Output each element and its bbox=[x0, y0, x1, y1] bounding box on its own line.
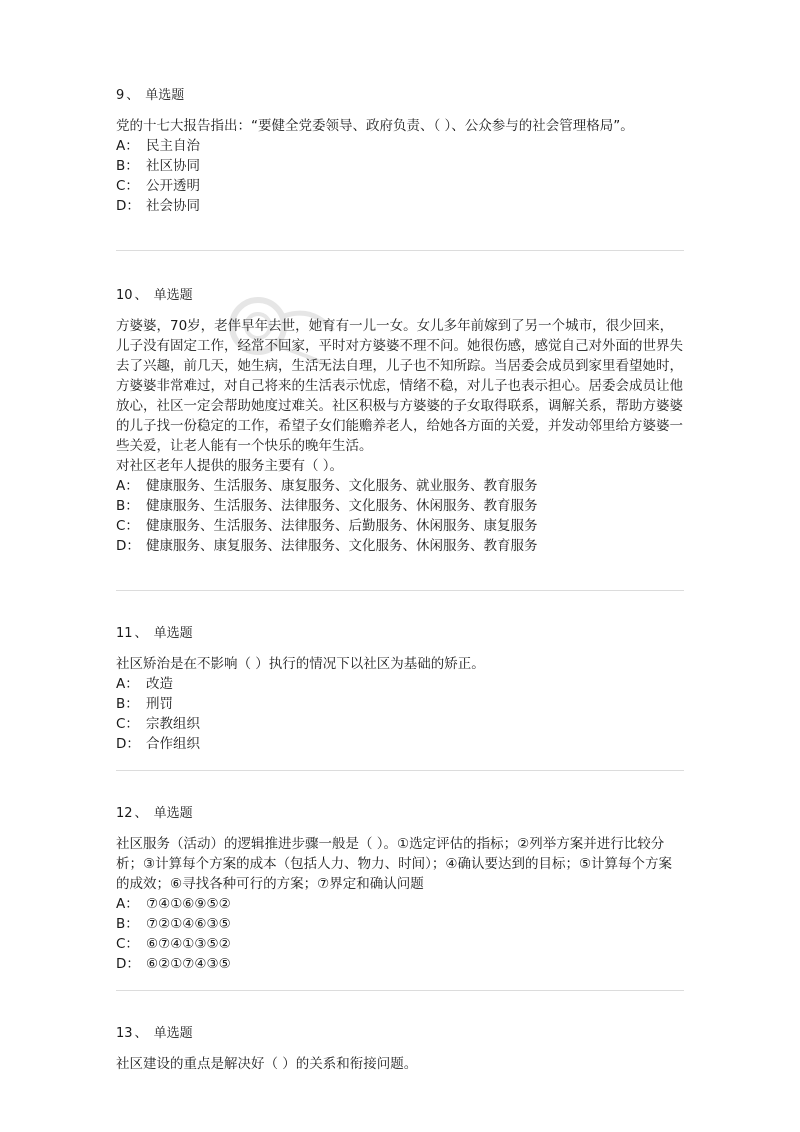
question-divider bbox=[116, 990, 684, 991]
question-13 bbox=[116, 1024, 684, 1074]
option-d[interactable] bbox=[116, 536, 684, 556]
option-key: C： bbox=[116, 518, 139, 534]
option-c[interactable] bbox=[116, 516, 684, 536]
question-number: 13 bbox=[116, 1026, 133, 1041]
question-divider bbox=[116, 250, 684, 251]
option-b[interactable] bbox=[116, 156, 684, 176]
question-number: 10 bbox=[116, 288, 133, 303]
question-separator: 、 bbox=[134, 288, 148, 303]
option-a[interactable] bbox=[116, 674, 684, 694]
option-key: A： bbox=[116, 138, 139, 154]
option-text: ⑦②①④⑥③⑤ bbox=[146, 916, 231, 932]
option-d[interactable] bbox=[116, 196, 684, 216]
question-separator: 、 bbox=[134, 806, 148, 821]
question-12 bbox=[116, 804, 684, 974]
question-header bbox=[116, 286, 684, 306]
question-type: 单选题 bbox=[153, 626, 193, 641]
option-key: A： bbox=[116, 676, 139, 692]
option-key: D： bbox=[116, 198, 140, 214]
question-stem bbox=[116, 1054, 684, 1074]
stem-paragraph: 方婆婆，70岁，老伴早年去世，她育有一儿一女。女儿多年前嫁到了另一个城市，很少回来，儿子没有固定工作，经常不回家，平时对方婆婆不理不问。她很伤感，感觉自己对外面的世界失去了兴趣，前几天，她生病，生活无法自理，儿子也不知所踪。当居委会成员到家里看望她时，方婆婆非常难过，对自己将来的生活表示忧虑，情绪不稳，对儿子也表示担心。居委会成员让他放心，社区一定会帮助她度过难关。社区积极与方婆婆的子女取得联系，调解关系，帮助方婆婆的儿子找一份稳定的工作，希望子女们能赡养老人，给她各方面的关爱，并发动邻里给方婆婆一些关爱，让老人能有一个快乐的晚年生活。 bbox=[116, 318, 683, 454]
stem-paragraph: 社区服务（活动）的逻辑推进步骤一般是（ ）。①选定评估的指标；②列举方案并进行比较分析；③计算每个方案的成本（包括人力、物力、时间）；④确认要达到的目标；⑤计算每个方案的成效；⑥寻找各种可行的方案；⑦界定和确认问题 bbox=[116, 836, 673, 892]
option-text: 健康服务、生活服务、法律服务、后勤服务、休闲服务、康复服务 bbox=[146, 518, 538, 534]
stem-paragraph: 对社区老年人提供的服务主要有（ ）。 bbox=[116, 458, 344, 474]
question-header bbox=[116, 624, 684, 644]
option-c[interactable] bbox=[116, 934, 684, 954]
option-key: C： bbox=[116, 178, 139, 194]
options-list bbox=[116, 476, 684, 556]
question-divider bbox=[116, 590, 684, 591]
option-a[interactable] bbox=[116, 136, 684, 156]
question-divider bbox=[116, 770, 684, 771]
option-key: B： bbox=[116, 498, 139, 514]
question-10 bbox=[116, 286, 684, 556]
option-text: 合作组织 bbox=[146, 736, 200, 752]
option-d[interactable] bbox=[116, 954, 684, 974]
question-separator: 、 bbox=[126, 88, 140, 103]
options-list bbox=[116, 136, 684, 216]
question-header bbox=[116, 86, 684, 106]
option-b[interactable] bbox=[116, 496, 684, 516]
option-key: D： bbox=[116, 736, 140, 752]
option-b[interactable] bbox=[116, 914, 684, 934]
option-key: D： bbox=[116, 538, 140, 554]
option-d[interactable] bbox=[116, 734, 684, 754]
option-text: 健康服务、生活服务、康复服务、文化服务、就业服务、教育服务 bbox=[146, 478, 538, 494]
option-text: ⑦④①⑥⑨⑤② bbox=[146, 896, 231, 912]
option-text: ⑥⑦④①③⑤② bbox=[146, 936, 231, 952]
question-separator: 、 bbox=[134, 1026, 148, 1041]
question-stem bbox=[116, 654, 684, 674]
options-list bbox=[116, 674, 684, 754]
option-a[interactable] bbox=[116, 894, 684, 914]
option-text: ⑥②①⑦④③⑤ bbox=[146, 956, 231, 972]
option-key: C： bbox=[116, 716, 139, 732]
option-text: 健康服务、康复服务、法律服务、文化服务、休闲服务、教育服务 bbox=[146, 538, 538, 554]
option-key: B： bbox=[116, 696, 139, 712]
option-text: 社会协同 bbox=[146, 198, 200, 214]
option-key: B： bbox=[116, 158, 139, 174]
question-separator: 、 bbox=[134, 626, 148, 641]
option-text: 宗教组织 bbox=[146, 716, 200, 732]
options-list bbox=[116, 894, 684, 974]
option-text: 社区协同 bbox=[146, 158, 200, 174]
option-text: 改造 bbox=[146, 676, 173, 692]
question-number: 9 bbox=[116, 88, 125, 103]
option-c[interactable] bbox=[116, 714, 684, 734]
stem-paragraph: 社区矫治是在不影响（ ）执行的情况下以社区为基础的矫正。 bbox=[116, 656, 485, 672]
option-key: D： bbox=[116, 956, 140, 972]
option-key: B： bbox=[116, 916, 139, 932]
question-type: 单选题 bbox=[145, 88, 185, 103]
question-type: 单选题 bbox=[153, 806, 193, 821]
option-key: A： bbox=[116, 896, 139, 912]
question-number: 12 bbox=[116, 806, 133, 821]
stem-paragraph: 党的十七大报告指出：“要健全党委领导、政府负责、（ ）、公众参与的社会管理格局”。 bbox=[116, 118, 634, 134]
option-text: 健康服务、生活服务、法律服务、文化服务、休闲服务、教育服务 bbox=[146, 498, 538, 514]
question-stem bbox=[116, 116, 684, 136]
option-a[interactable] bbox=[116, 476, 684, 496]
question-stem bbox=[116, 834, 684, 894]
option-b[interactable] bbox=[116, 694, 684, 714]
question-header bbox=[116, 804, 684, 824]
question-11 bbox=[116, 624, 684, 754]
question-header bbox=[116, 1024, 684, 1044]
question-type: 单选题 bbox=[153, 1026, 193, 1041]
option-key: A： bbox=[116, 478, 139, 494]
option-text: 公开透明 bbox=[146, 178, 200, 194]
option-text: 民主自治 bbox=[146, 138, 200, 154]
question-type: 单选题 bbox=[153, 288, 193, 303]
option-c[interactable] bbox=[116, 176, 684, 196]
question-number: 11 bbox=[116, 626, 133, 641]
option-key: C： bbox=[116, 936, 139, 952]
option-text: 刑罚 bbox=[146, 696, 173, 712]
question-stem bbox=[116, 316, 684, 476]
stem-paragraph: 社区建设的重点是解决好（ ）的关系和衔接问题。 bbox=[116, 1056, 418, 1072]
question-9 bbox=[116, 86, 684, 216]
